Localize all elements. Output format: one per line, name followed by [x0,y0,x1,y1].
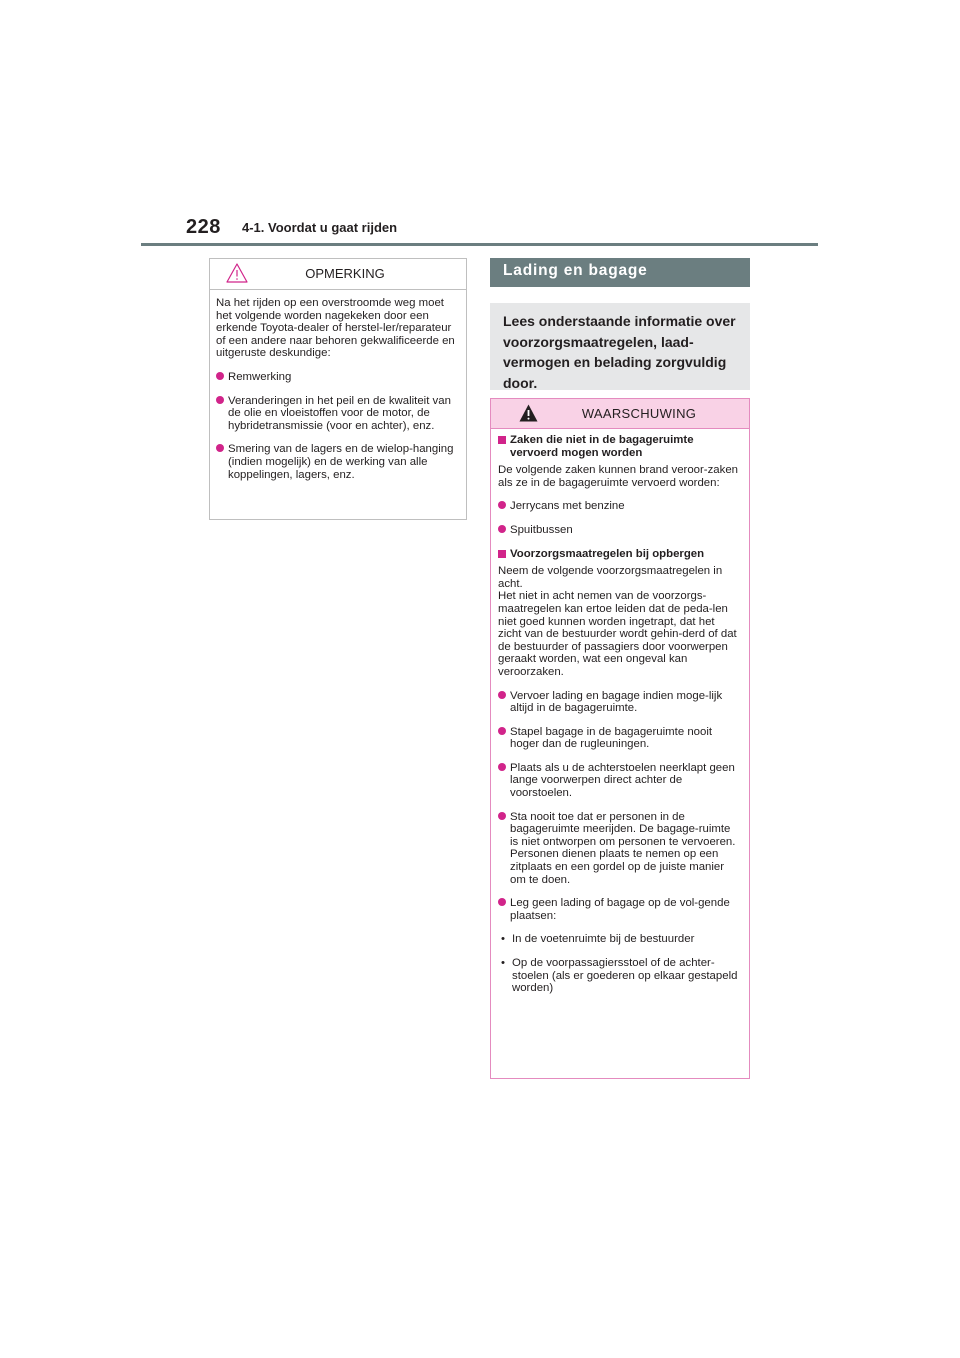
bullet-dot [216,396,224,404]
warning-text [498,565,741,678]
sub-heading-text: Zaken die niet in de bagageruimte vervoerd mogen worden [510,434,694,459]
list-item-text: Remwerking [228,370,292,383]
bullet-dot [498,898,506,906]
list-item [498,811,741,887]
list-item [498,726,741,751]
list-item [498,690,741,715]
note-header [210,259,466,290]
warning-header [491,399,749,429]
square-bullet [498,550,506,558]
bullet-dot [216,444,224,452]
dash-item-text: In de voetenruimte bij de bestuurder [512,933,695,946]
list-item-text: Sta nooit toe dat er personen in de bagageruimte meerijden. De bagage-ruimte is niet ontworpen om personen te vervoeren. Personen dienen plaats te nemen op een zitplaats en een gordel op de juiste manier om te doen. [510,810,736,886]
list-item-text: Stapel bagage in de bagageruimte nooit hoger dan de rugleuningen. [510,725,713,751]
note-title: OPMERKING [305,266,385,281]
warning-text-line: Het niet in acht nemen van de voorzorgs-maatregelen kan ertoe leiden dat de peda-len niet goed kunnen worden ingetrapt, dat het zicht van de bestuurder wordt gehin-derd of dat de bestuurder of passagiers door voorwerpen geraakt worden, wat een ongeval kan veroorzaken. [498,590,737,678]
warning-body [491,429,749,995]
dash-mark: • [501,933,505,946]
header-rule [141,243,818,246]
warning-text-line: Neem de volgende voorzorgsmaatregelen in acht. [498,565,723,590]
bullet-dot [498,501,506,509]
list-item-text: Leg geen lading of bagage op de vol-gende plaatsen: [510,897,730,922]
bullet-dot [498,525,506,533]
list-item-text: Spuitbussen [510,523,573,536]
list-item [498,897,741,922]
page-number: 228 [186,216,221,238]
sub-heading [498,434,741,459]
dash-item [498,933,741,946]
warning-box [490,398,750,1079]
warning-text: De volgende zaken kunnen brand veroor-zaken als ze in de bagageruimte vervoerd worden: [498,464,738,489]
sub-heading-text: Voorzorgsmaatregelen bij opbergen [510,547,705,560]
list-item-text: Veranderingen in het peil en de kwaliteit van de olie en vloeistoffen voor de motor, de hybridetransmissie (voor en achter), enz. [228,394,451,432]
list-item [216,395,459,433]
intro-box [490,303,750,390]
note-box [209,258,467,520]
note-intro: Na het rijden op een overstroomde weg moet het volgende worden nagekeken door een erkende Toyota-dealer of herstel-ler/reparateur of een andere naar behoren gekwalificeerde en uitgeruste deskundige: [216,297,455,360]
list-item-text: Smering van de lagers en de wielop-hanging (indien mogelijk) en de werking van alle koppelingen, lagers, enz. [228,443,454,481]
intro-text: Lees onderstaande informatie over voorzorgsmaatregelen, laad-vermogen en belading zorgvuldig door. [503,313,736,391]
list-item [216,443,459,481]
note-body [210,290,466,481]
list-item [498,524,741,537]
list-item-text: Vervoer lading en bagage indien moge-lijk altijd in de bagageruimte. [510,689,723,715]
section-title: 4-1. Voordat u gaat rijden [242,220,398,235]
list-item [216,371,459,384]
square-bullet [498,436,506,444]
bullet-dot [216,372,224,380]
section-banner [490,258,750,287]
bullet-dot [498,812,506,820]
section-banner-title: Lading en bagage [503,262,648,279]
dash-mark: • [501,957,505,969]
bullet-dot [498,727,506,735]
warning-title: WAARSCHUWING [581,406,697,421]
list-item-text: Plaats als u de achterstoelen neerklapt geen lange voorwerpen direct achter de voorstoelen. [510,761,735,800]
dash-item-text: Op de voorpassagiersstoel of de achter-stoelen (als er goederen op elkaar gestapeld worden) [512,957,738,995]
list-item [498,762,741,800]
bullet-dot [498,763,506,771]
list-item-text: Jerrycans met benzine [510,500,625,513]
dash-item [498,957,741,995]
sub-heading [498,548,741,561]
list-item [498,500,741,513]
bullet-dot [498,691,506,699]
